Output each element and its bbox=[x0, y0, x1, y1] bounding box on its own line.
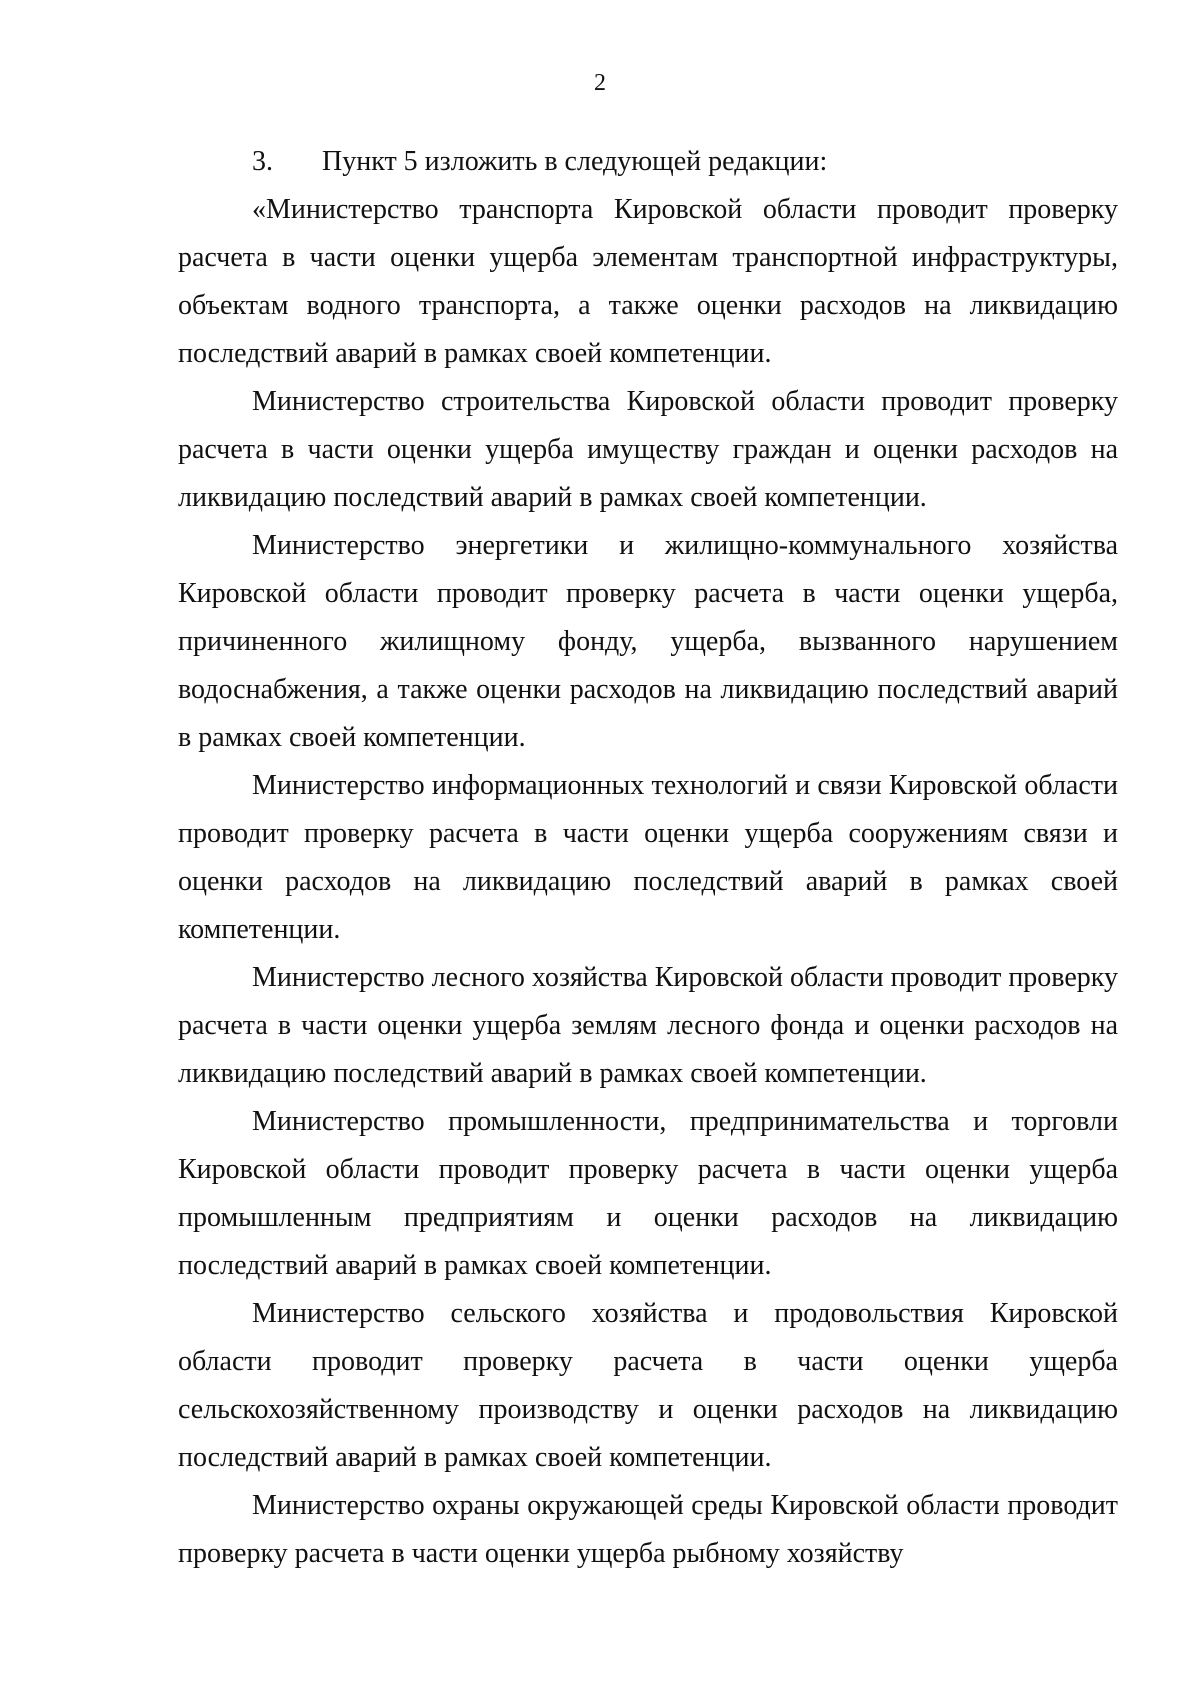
item-heading-line bbox=[178, 138, 1118, 186]
paragraph-it-communications-ministry: Министерство информационных технологий и связи Кировской области проводит проверку расчета в части оценки ущерба сооружениям связи и оценки расходов на ликвидацию последствий аварий в рамках своей компетенции. bbox=[178, 770, 1118, 945]
item-heading: Пункт 5 изложить в следующей редакции: bbox=[322, 146, 828, 177]
paragraph-environment-ministry: Министерство охраны окружающей среды Кировской области проводит проверку расчета в части оценки ущерба рыбному хозяйству bbox=[178, 1490, 1118, 1569]
item-number: 3. bbox=[252, 146, 273, 177]
paragraph-energy-housing-ministry: Министерство энергетики и жилищно-коммунального хозяйства Кировской области проводит проверку расчета в части оценки ущерба, причиненного жилищному фонду, ущерба, вызванного нарушением водоснабжения, а также оценки расходов на ликвидацию последствий аварий в рамках своей компетенции. bbox=[178, 530, 1118, 753]
paragraph-agriculture-ministry: Министерство сельского хозяйства и продовольствия Кировской области проводит проверку расчета в части оценки ущерба сельскохозяйственному производству и оценки расходов на ликвидацию последствий аварий в рамках своей компетенции. bbox=[178, 1298, 1118, 1473]
document-body bbox=[178, 138, 1118, 1578]
page-number: 2 bbox=[594, 70, 606, 96]
paragraph-forestry-ministry: Министерство лесного хозяйства Кировской области проводит проверку расчета в части оценки ущерба землям лесного фонда и оценки расходов на ликвидацию последствий аварий в рамках своей компетенции. bbox=[178, 962, 1118, 1089]
paragraph-transport-ministry: «Министерство транспорта Кировской области проводит проверку расчета в части оценки ущерба элементам транспортной инфраструктуры, объектам водного транспорта, а также оценки расходов на ликвидацию последствий аварий в рамках своей компетенции. bbox=[178, 194, 1118, 369]
paragraph-industry-trade-ministry: Министерство промышленности, предпринимательства и торговли Кировской области проводит проверку расчета в части оценки ущерба промышленным предприятиям и оценки расходов на ликвидацию последствий аварий в рамках своей компетенции. bbox=[178, 1106, 1118, 1281]
paragraph-construction-ministry: Министерство строительства Кировской области проводит проверку расчета в части оценки ущерба имуществу граждан и оценки расходов на ликвидацию последствий аварий в рамках своей компетенции. bbox=[178, 386, 1118, 513]
